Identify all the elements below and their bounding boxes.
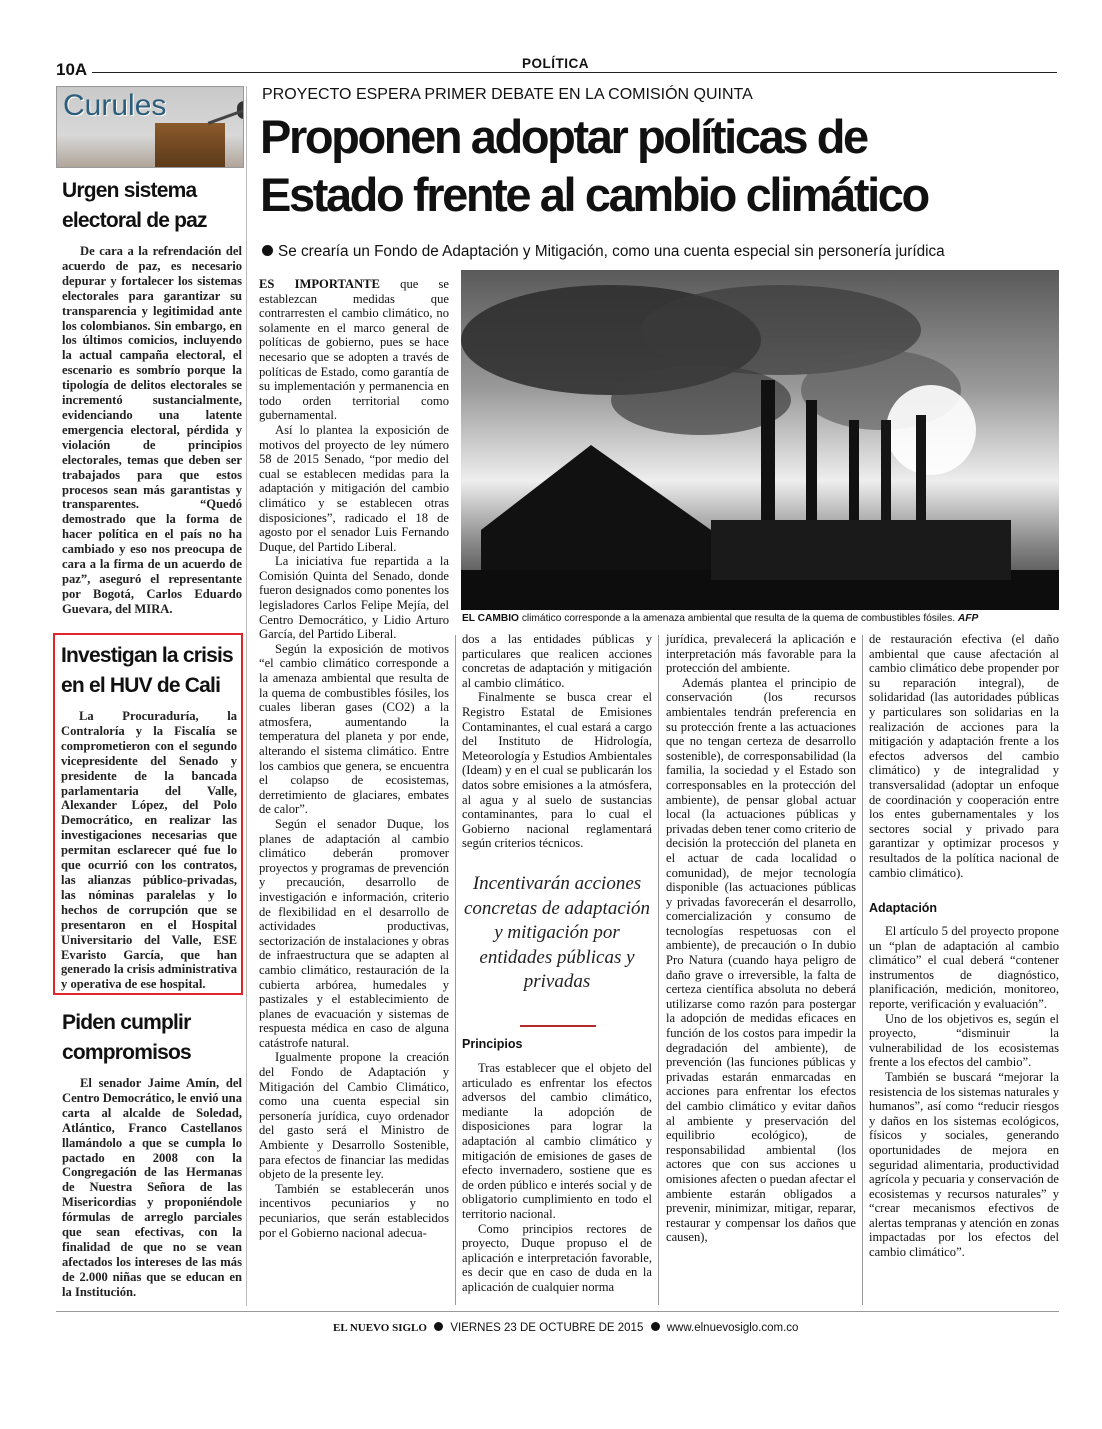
paragraph: Según el senador Duque, los planes de adaptación al cambio climático deberán promover proyectos y programas de prevención y precaución, desarrollo de investigación e información, criterio de flexibilidad en el desarrollo de actividades productivas, sectorización de instalaciones y obras de infraestructura que se adapten al cambio climático, restauración de la cubierta arbórea, humedales y pastizales y el establecimiento de planes de evacuación y sistemas de respuesta médica en caso de alguna catástrofe natural. <box>259 816 449 1050</box>
paragraph: Finalmente se busca crear el Registro Estatal de Emisiones Contaminantes, el cual estará a cargo del Instituto de Hidrología, Meteorología y Estudios Ambientales (Ideam) y en el cual se publicarán los datos sobre emisiones a la atmósfera, al agua y al suelo de sustancias contaminantes, para lo cual el Gobierno nacional reglamentará según criterios técnicos. <box>462 690 652 851</box>
column-divider <box>658 635 659 1305</box>
newspaper-name: EL NUEVO SIGLO <box>333 1322 427 1334</box>
brief-body: La Procuraduría, la Contraloría y la Fiscalía se comprometieron con el segundo vicepresidente del Senado y presidente de la bancada parlamentaria del Valle, Alexander López, del Polo Democrático, en realizar las investigaciones necesarias que permitan esclarecer qué fue lo que ocurrió con los contratos, las alianzas público-privadas, las nóminas paralelas y lo hechos de corrupción que se presentaron en el Hospital Universitario del Valle, ESE Evaristo García, que han generado la crisis administrativa y operativa de ese hospital. <box>61 709 237 992</box>
paragraph: Así lo plantea la exposición de motivos del proyecto de ley número 58 de 2015 Senado, “por medio del cual se establecen medidas para la adaptación y mitigación del cambio climático y se establecen otras disposiciones”, radicado el 18 de agosto por el senador Luis Fernando Duque, del Partido Liberal. <box>259 422 449 554</box>
paragraph: Uno de los objetivos es, según el proyecto, “disminuir la vulnerabilidad de los ecosistemas frente a los efectos del cambio”. <box>869 1011 1059 1070</box>
paragraph: dos a las entidades públicas y particulares que realicen acciones concretas de adaptación y mitigación al cambio climático. <box>462 632 652 690</box>
bullet-icon <box>651 1322 660 1331</box>
column-2 <box>462 632 652 851</box>
column-divider <box>455 635 456 1305</box>
subhead-adaptacion: Adaptación <box>869 901 938 915</box>
page-number: 10A <box>56 60 88 79</box>
brief-body: De cara a la refrendación del acuerdo de paz, es necesario depurar y fortalecer los sistemas electorales para garantizar su transparencia y legitimidad ante los colombianos. Sin embargo, en los últimos comicios, incluyendo la actual campaña electoral, el escenario es sombrío porque la tipología de delitos electorales se incrementó sustancialmente, evidenciando una latente emergencia electoral, pérdida y violación de principios electorales, temas que deben ser trabajados para que estos procesos sean más garantistas y transparentes. “Quedó demostrado que la forma de hacer política en el país no ha cambiado y eso nos preocupa de cara a la firma de un acuerdo de paz”, aseguró el representante por Bogotá, Carlos Eduardo Guevara, del MIRA. <box>62 244 242 616</box>
paragraph: Tras establecer que el objeto del articulado es enfrentar los efectos adversos del cambio climático, mediante la adopción de disposiciones para lograr la adaptación al cambio climático y mitigación de emisiones de gases de efecto invernadero, sostiene que es de orden público e interés social y de obligatorio cumplimiento en todo el territorio nacional. <box>462 1061 652 1221</box>
kicker: PROYECTO ESPERA PRIMER DEBATE EN LA COMISIÓN QUINTA <box>262 86 753 103</box>
paragraph: Según la exposición de motivos “el cambio climático corresponde a la amenaza ambiental que resulta de la quema de combustibles fósiles, los cuales liberan gases (CO2) a la atmosfera, aumentando la temperatura del planeta y por ende, alterando el sistema climático. Entre los cambios que genera, se encuentra el colapso de ecosistemas, derretimiento de glaciares, embates de calor”. <box>259 641 449 817</box>
paragraph: Como principios rectores de proyecto, Duque propuso el de aplicación e interpretación favorable, es decir que en caso de duda en la aplicación de cualquier norma <box>462 1221 652 1294</box>
brief-investigan <box>53 633 243 995</box>
paragraph: de restauración efectiva (el daño ambiental que cause afectación al cambio climático debe propender por su reparación integral), de solidaridad (las autoridades públicas y particulares son solidarias en la realización de acciones para la mitigación y adaptación frente a los efectos adversos del cambio climático) y de integralidad y transversalidad (adoptar un enfoque de coordinación y cooperación entre los entes gubernamentales y los sectores social y privado para garantizar y optimizar procesos y resultados de la política nacional de cambio climático). <box>869 632 1059 880</box>
curules-logo <box>56 86 244 168</box>
brief-piden <box>56 1008 242 1300</box>
footer <box>333 1322 798 1334</box>
column-3 <box>666 632 856 1245</box>
subhead-principios: Principios <box>462 1037 523 1051</box>
deck: Se crearía un Fondo de Adaptación y Mitigación, como una cuenta especial sin personería jurídica <box>262 243 945 261</box>
brief-title: Piden cumplir compromisos <box>62 1011 191 1064</box>
paragraph: Además plantea el principio de conservación (los recursos ambientales tendrán preferencia en su protección frente a las actuaciones que no tengan certeza de desarrollo sostenible), de corresponsabilidad (la familia, la sociedad y el Estado son corresponsables en la protección del ambiente), de pensar global actuar local (la actuaciones públicas y privadas deben tener como criterio de decisión la protección del planeta en el actuar de cada localidad o comunidad), de mejor tecnología disponible (las actuaciones públicas y privadas favorecerán el desarrollo, comercialización y consumo de tecnologías respetuosas con el ambiente), de precaución o In dubio Pro Natura (cuando haya peligro de daño grave o irreversible, la falta de certeza científica absoluta no deberá utilizarse como razón para postergar la adopción de medidas eficaces en función de los costos para impedir la degradación del ambiente), de prevención (las funciones públicas y privadas estarán enmarcadas en acciones para enfrentar los efectos del cambio climático y evitar daños al ambiente y preservación del equilibrio ecológico), de responsabilidad ambiental (los actores que con sus acciones u omisiones afecten o puedan afectar el ambiente estarán obligados a prevenir, minimizar, mitigar, reparar, restaurar y compensar los daños que causen), <box>666 675 856 1245</box>
bullet-icon <box>434 1322 443 1331</box>
website-url: www.elnuevosiglo.com.co <box>666 1322 799 1334</box>
pull-quote: Incentivarán acciones concretas de adaptación y mitigación por entidades públicas y privadas <box>463 873 651 992</box>
paragraph: También se establecerán unos incentivos pecuniarios y no pecuniarios, que serán establecidos por el Gobierno nacional adecua- <box>259 1181 449 1240</box>
column-4 <box>869 632 1059 880</box>
brief-title: Investigan la crisis en el HUV de Cali <box>61 644 233 697</box>
podium-icon <box>155 123 225 167</box>
pull-quote-rule <box>520 1025 596 1027</box>
headline: Proponen adoptar políticas de Estado frente al cambio climático <box>260 110 928 221</box>
photo-smokestacks <box>461 270 1059 610</box>
paragraph: jurídica, prevalecerá la aplicación e interpretación más favorable para la protección del ambiente. <box>666 632 856 676</box>
paragraph: El artículo 5 del proyecto propone un “plan de adaptación al cambio climático” el cual deberá “contener instrumentos de diagnóstico, planificación, medición, monitoreo, reporte, verificación y evaluación”. <box>869 924 1059 1011</box>
sidebar-divider <box>246 86 247 1306</box>
column-divider <box>862 635 863 1305</box>
brief-urgen <box>56 176 242 617</box>
photo-caption: EL CAMBIO climático corresponde a la amenaza ambiental que resulta de la quema de combustibles fósiles. AFP <box>462 613 979 624</box>
footer-rule <box>56 1311 1059 1312</box>
column-2-bottom <box>462 1061 652 1295</box>
paragraph: Igualmente propone la creación del Fondo de Adaptación y Mitigación del Cambio Climático, como una cuenta especial sin personería jurídica, cuyo ordenador del gasto será el Ministro de Ambiente y Desarrollo Sostenible, para efectos de financiar las medidas objeto de la presente ley. <box>259 1050 449 1182</box>
curules-logo-label: Curules <box>63 89 167 122</box>
section-label: POLÍTICA <box>514 56 597 71</box>
column-4-bottom <box>869 924 1059 1260</box>
column-1 <box>259 277 449 1240</box>
header-rule <box>92 72 1057 73</box>
paragraph: También se buscará “mejorar la resistencia de los sistemas naturales y humanos”, así como “reducir riesgos y daños en los sistemas ecológicos, físicos y sociales, generando oportunidades de mejora en seguridad alimentaria, productividad agrícola y pecuaria y conservación de ecosistemas y recursos naturales” y “crear mecanismos efectivos de alertas tempranas y atención en zonas impactadas por los efectos del cambio climático”. <box>869 1069 1059 1260</box>
paragraph: La iniciativa fue repartida a la Comisión Quinta del Senado, donde fueron designados como ponentes los legisladores Carlos Felipe Mejía, del Centro Democrático, y Lidio Arturo García, del Partido Liberal. <box>259 554 449 642</box>
brief-title: Urgen sistema electoral de paz <box>62 179 207 232</box>
paragraph: ES IMPORTANTE que se establezcan medidas que contrarresten el cambio climático, no solamente en el marco general de políticas de gobierno, pues se hace necesario que se adopten a través de políticas de Estado, como garantía de su implementación y permanencia en todo orden territorial como gubernamental. <box>259 277 449 423</box>
issue-date: VIERNES 23 DE OCTUBRE DE 2015 <box>450 1322 644 1334</box>
bullet-icon <box>262 245 273 256</box>
brief-body: El senador Jaime Amín, del Centro Democrático, le envió una carta al alcalde de Soledad, Atlántico, Franco Castellanos llamándolo a que se cumpla lo pactado en 2008 con la Congregación de las Hermanas de Nuestra Señora de las Misericordias y proponiéndole fórmulas de arreglo parciales que sean efectivas, con la finalidad de que no se vean afectados los intereses de las más de 2.000 niñas que se educan en la Institución. <box>62 1076 242 1299</box>
